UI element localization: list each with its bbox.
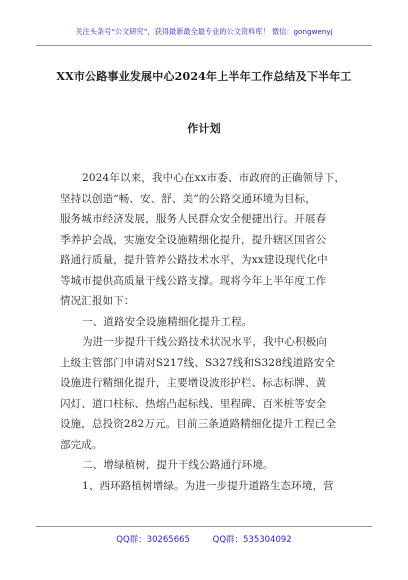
- body-line: 上级主管部门申请对S217线、S327线和S328线道路安全: [60, 356, 336, 369]
- body-line: 坚持以创造“畅、安、舒、美”的公路交通环境为目标，: [60, 192, 316, 205]
- section-heading: 一、道路安全设施精细化提升工程。: [82, 315, 253, 328]
- body-line: 为进一步提升干线公路技术状况水平，我中心积极向: [82, 336, 327, 348]
- body-line: 部完成。: [60, 438, 103, 451]
- body-line: 闪灯、道口柱标、热熔凸起标线、里程碑、百米桩等安全: [60, 397, 327, 410]
- footer-qq-group-2: QQ群：535304092: [212, 535, 292, 545]
- footer-divider: [36, 526, 372, 527]
- body-line: 季养护会战，实施安全设施精细化提升，提升辖区国省公: [60, 233, 327, 246]
- header-divider: [36, 45, 372, 46]
- body-line: 等城市提供高质量干线公路支撑。现将今年上半年度工作: [60, 274, 327, 287]
- document-title-line2: 作计划: [187, 122, 221, 135]
- section-heading: 二、增绿植树，提升干线公路通行环境。: [82, 459, 274, 471]
- body-line: 服务城市经济发展，服务人民群众安全便捷出行。开展春: [60, 213, 327, 225]
- document-body: [60, 168, 360, 496]
- body-line: 设施进行精细化提升，主要增设波形护栏、标志标牌、黄: [60, 377, 327, 389]
- header-banner: 关注头条号“公文研究”，获得最新最全最专业的公文资料库！ 微信：gongwenyj: [75, 27, 333, 36]
- footer-qq-group-1: QQ群：30265665: [116, 535, 190, 545]
- body-line: 路通行质量，提升管养公路技术水平，为xx建设现代化中: [60, 254, 328, 266]
- body-line: 2024年以来，我中心在xx市委、市政府的正确领导下，: [82, 172, 346, 184]
- body-line: 1、西环路植树增绿。为进一步提升道路生态环境，营: [82, 479, 334, 492]
- body-line: 设施，总投资282万元。目前三条道路精细化提升工程已全: [60, 418, 337, 430]
- footer: [0, 533, 408, 545]
- body-line: 情况汇报如下：: [60, 295, 135, 307]
- document-title-line1: XX市公路事业发展中心2024年上半年工作总结及下半年工: [56, 70, 352, 83]
